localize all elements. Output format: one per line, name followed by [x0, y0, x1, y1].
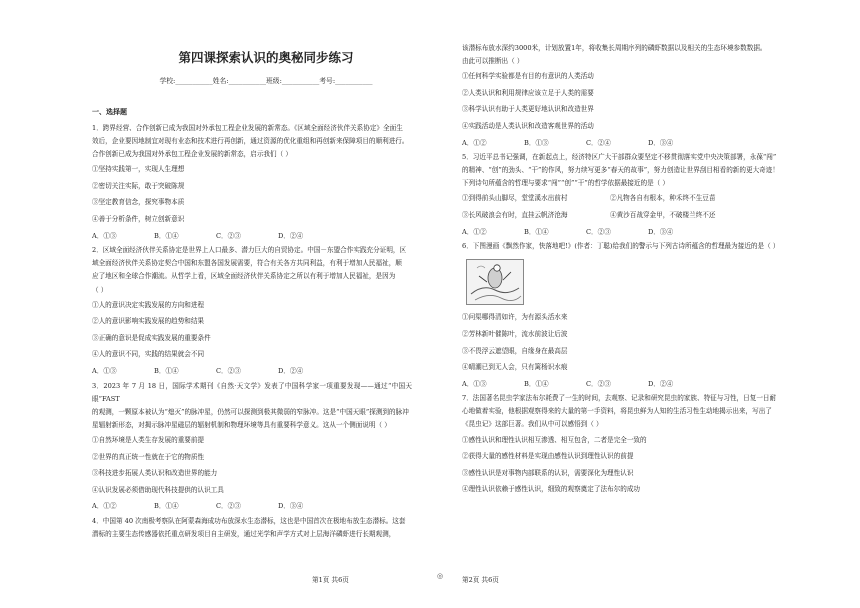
option: ②凡物各自有根本，种禾终不生豆苗	[610, 194, 716, 203]
question-stem-line: （ ）	[92, 285, 108, 294]
question-1	[92, 122, 412, 161]
question-stem-line: 的观测，一颗原本被认为“熄灭”的脉冲星，仍然可以探测到极其微弱的窄脉冲。这是“中国天眼”探测到的脉冲	[92, 407, 409, 416]
question-stem-line: 心地做着实验，他根据观察得来的大量的第一手资料，将昆虫鲜为人知的生活习性生动地揭示出来，写出了	[462, 407, 772, 416]
option: ②芳林新叶催陈叶，流水前波让后波	[462, 329, 568, 338]
answer-choices	[92, 498, 412, 515]
question-stem-line: 下列诗句所蕴含的哲理与要求“闯”“创”“干”的哲学依据最接近的是（ ）	[462, 179, 669, 188]
option: ②获得大量的感性材料是实现由感性认识到理性认识的前提	[462, 452, 634, 461]
option: ④人的意识不同，实践的结果就会不同	[92, 350, 205, 359]
choice-c[interactable]: C．②③	[586, 379, 611, 388]
choice-d[interactable]: D．③④	[278, 502, 304, 511]
option: ③正确的意识是促成实践发展的重要条件	[92, 333, 211, 342]
choice-c[interactable]: C．②③	[216, 231, 241, 240]
page-title: 第四课探索认识的奥秘同步练习	[178, 50, 354, 65]
choice-b[interactable]: B．①④	[524, 227, 549, 236]
cartoon-drawing-icon	[467, 260, 523, 304]
option: ③科学认识有助于人类更好地认识和改造世界	[462, 105, 594, 114]
question-stem-line: 由此可以推断出（ ）	[462, 57, 524, 66]
question-4	[92, 515, 412, 541]
choice-d[interactable]: D．③④	[648, 138, 674, 147]
question-stem-line: 1．跨界经营、合作创新已成为我国对外承包工程企业发展的新常态。《区域全面经济伙伴关系协定》全面生	[92, 124, 403, 132]
answer-choices	[462, 135, 830, 152]
question-stem-line: 7．法国著名昆虫学家法布尔耗费了一生的时间，去观察、记录和研究昆虫的家族、特征与习性，日复一日耐	[462, 394, 777, 403]
option: ④理性认识依赖于感性认识，细致的观察奠定了法布尔的成功	[462, 485, 641, 494]
page-separator-icon: ◎	[437, 572, 444, 580]
question-4-continued	[462, 42, 830, 68]
question-stem-line: 的精神、“创”的劲头、“干”的作风，努力续写更多“春天的故事”，努力创造让世界刮目相看的新的更大奇迹！	[462, 166, 779, 175]
option: ①自然环境是人类生存发展的重要前提	[92, 435, 205, 444]
choice-b[interactable]: B．①④	[524, 379, 549, 388]
question-7	[462, 392, 830, 431]
choice-a[interactable]: A．①②	[92, 502, 117, 511]
option: ④认识发展必须借助现代科技提供的认识工具	[92, 485, 224, 494]
question-stem-line: 合作创新已成为我国对外承包工程企业发展的新常态，启示我们（ ）	[92, 150, 292, 159]
choice-b[interactable]: B．①④	[154, 502, 179, 511]
choice-b[interactable]: B．①④	[154, 231, 179, 240]
option: ③科技进步拓展人类认识和改造世界的能力	[92, 469, 218, 478]
question-stem-line: 2．区域全面经济伙伴关系协定是世界上人口最多、潜力巨大的自贸协定。中国－东盟合作实践充分证明，区	[92, 246, 407, 255]
option: ②人的意识影响实践发展的趋势和结果	[92, 317, 205, 326]
question-stem-line: 《昆虫记》这部巨著。我们从中可以感悟到（ ）	[462, 420, 603, 429]
option: ④黄沙百战穿金甲，不破楼兰终不还	[610, 211, 716, 220]
option: ④实践活动是人类认识和改造客观世界的活动	[462, 121, 594, 130]
student-info-line: 学校:___________姓名:___________班级:___________考号:___________	[159, 77, 373, 85]
page-footer-right: 第2页 共6页	[462, 576, 499, 584]
question-stem-line: 3．2023 年 7 月 18 日，国际学术期刊《自然·天文学》发表了中国科学家一项重要发现——通过“中国天眼”FAST	[92, 381, 412, 403]
question-stem-line: 5．习近平总书记强调，在新起点上，经济特区广大干部群众要坚定不移贯彻落实党中央决策部署，永葆“闯”	[462, 153, 777, 162]
choice-a[interactable]: A．①③	[92, 367, 117, 375]
question-2	[92, 244, 412, 296]
option: ①坚持实践第一，实现人生理想	[92, 165, 185, 174]
choice-b[interactable]: B．①③	[524, 138, 549, 147]
choice-c[interactable]: C．②③	[216, 367, 241, 375]
option: ④晴潮已到无人会，只有篱杨识水痕	[462, 363, 568, 372]
question-stem-line: 6．下图漫画《飘然作家，快落地吧!》(作者：丁聪)给我们的警示与下列古诗所蕴含的哲理最为接近的是（ ）	[462, 242, 780, 251]
option: ③不畏浮云遮望眼，自缘身在最高层	[462, 346, 568, 355]
question-stem-line: 该潜标布放水深约3000米，计划放置1年，将收集长周期序列的磷虾数据以及相关的生态环境参数数据。	[462, 44, 767, 52]
question-stem-line: 效后，企业要因地制宜对现有业态和技术进行再创新，通过资源的优化重组和再创新来保障项目的顺利进行。	[92, 137, 409, 146]
cartoon-image	[466, 259, 524, 305]
choice-a[interactable]: A．①②	[462, 227, 487, 236]
choice-d[interactable]: D．③④	[648, 227, 674, 236]
choice-c[interactable]: C．②③	[586, 227, 611, 236]
question-stem-line: 4．中国第 40 次南极考察队在阿蒙森海成功布放深水生态潜标，这也是中国首次在极地布放生态潜标。这套	[92, 516, 406, 525]
question-stem-line: 应了地区和全球合作潮流。从哲学上看，区域全面经济伙伴关系协定之所以有利于增加人民福祉，是因为	[92, 272, 396, 281]
choice-d[interactable]: D．②④	[648, 379, 674, 388]
section-heading: 一、选择题	[92, 107, 127, 116]
question-6	[462, 240, 830, 253]
answer-choices	[462, 376, 830, 393]
choice-a[interactable]: A．①③	[92, 231, 117, 240]
question-3	[92, 380, 412, 432]
answer-choices	[92, 228, 412, 245]
option: ④善于分析条件，树立创新意识	[92, 215, 185, 224]
option: ③感性认识是对事物内部联系的认识，需要深化为理性认识	[462, 468, 634, 477]
question-stem-line: 域全面经济伙伴关系协定契合中国和东盟各国发展需要，符合有关各方共同利益，有利于增加人民福祉，顺	[92, 259, 402, 268]
option: ③长风破浪会有时，直挂云帆济沧海	[462, 211, 568, 220]
option-row	[462, 207, 830, 224]
choice-c[interactable]: C．②③	[216, 502, 241, 511]
option: ②密切关注实际，敢于突破陈规	[92, 181, 185, 190]
question-5	[462, 151, 830, 190]
choice-a[interactable]: A．①③	[462, 379, 487, 388]
answer-choices	[462, 224, 830, 241]
option: ①人的意识决定实践发展的方向和进程	[92, 300, 205, 309]
option: ①问渠哪得清如许，为有源头活水来	[462, 313, 568, 322]
choice-d[interactable]: D．②④	[278, 231, 304, 240]
option-row	[462, 190, 830, 207]
option: ①到得前头山脚尽，堂堂溪水出前村	[462, 194, 568, 203]
question-stem-line: 潜标的主要生态传感器依托重点研发项目自主研发，通过光学和声学方式对上层海洋磷虾进行长期观测，	[92, 530, 396, 539]
option: ③坚定教育信念，探究事物本质	[92, 198, 185, 207]
choice-a[interactable]: A．①②	[462, 138, 487, 147]
option: ②世界的真正统一性就在于它的物质性	[92, 452, 205, 461]
right-page	[430, 0, 860, 608]
page-footer-left: 第1页 共6页	[312, 576, 349, 584]
option: ①感性认识和理性认识相互渗透、相互包含，二者是完全一致的	[462, 435, 647, 444]
choice-d[interactable]: D．②④	[278, 367, 304, 375]
answer-choices	[92, 363, 412, 380]
question-stem-line: 星辐射新形态，对揭示脉冲星磁层的辐射机制和物理环境等具有重要科学意义。这从一个侧面说明（ ）	[92, 420, 391, 429]
option: ①任何科学实验都是有目的有意识的人类活动	[462, 72, 594, 81]
choice-c[interactable]: C．②④	[586, 138, 611, 147]
choice-b[interactable]: B．①④	[154, 367, 179, 375]
option: ②人类认识和利用规律应该立足于人类的需要	[462, 88, 594, 97]
